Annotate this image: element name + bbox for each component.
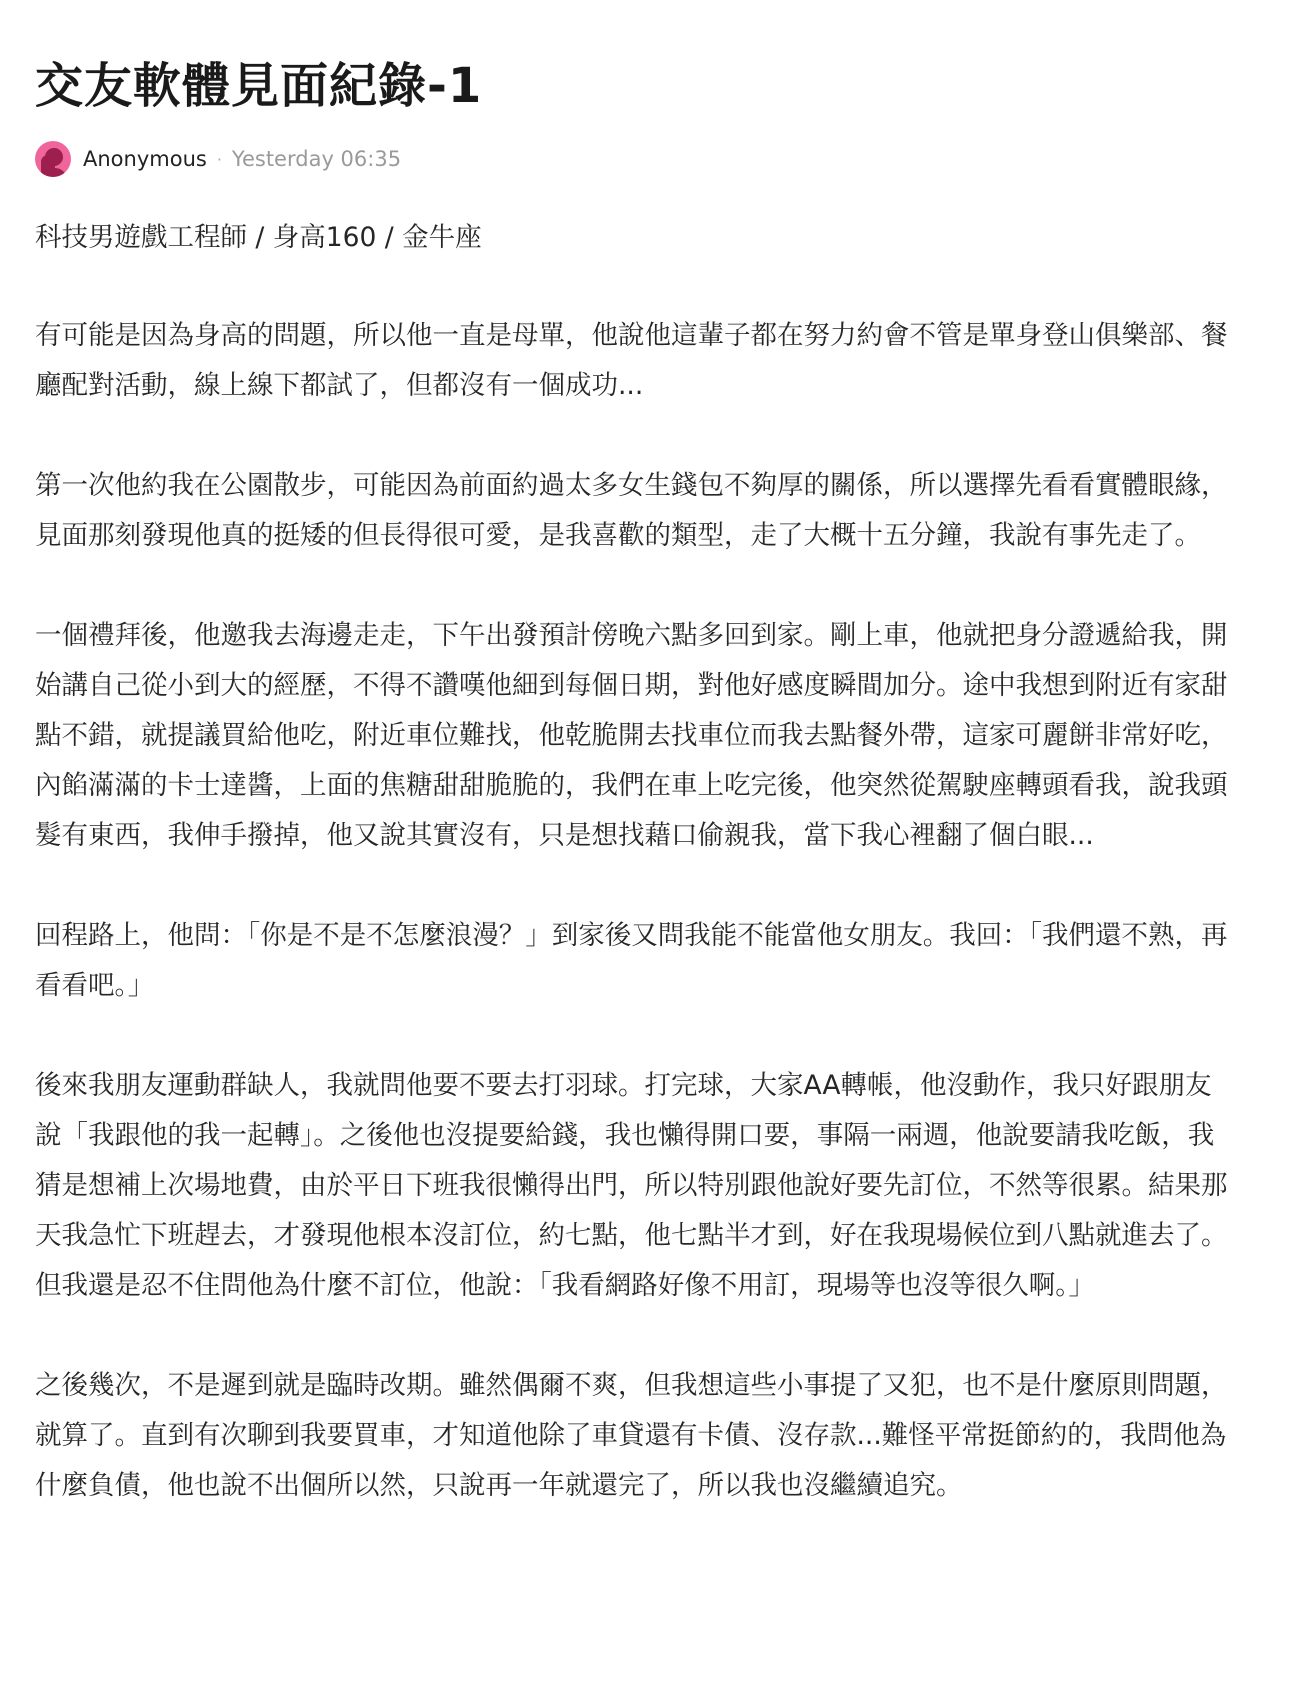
post-paragraph: 第一次他約我在公園散步，可能因為前面約過太多女生錢包不夠厚的關係，所以選擇先看看實體眼緣，見面那刻發現他真的挺矮的但長得很可愛，是我喜歡的類型，走了大概十五分鐘，我說有事先走了。 — [35, 470, 1228, 551]
post-paragraph-intro: 科技男遊戲工程師 / 身高160 / 金牛座 — [35, 222, 482, 253]
post-title: 交友軟體見面紀錄-1 — [35, 58, 483, 114]
post-paragraph: 有可能是因為身高的問題，所以他一直是母單，他說他這輩子都在努力約會不管是單身登山俱樂部、餐廳配對活動，線上線下都試了，但都沒有一個成功... — [35, 320, 1228, 401]
post-paragraph: 一個禮拜後，他邀我去海邊走走，下午出發預計傍晚六點多回到家。剛上車，他就把身分證遞給我，開始講自己從小到大的經歷，不得不讚嘆他細到每個日期，對他好感度瞬間加分。途中我想到附近有家甜點不錯，就提議買給他吃，附近車位難找，他乾脆開去找車位而我去點餐外帶，這家可麗餅非常好吃，內餡滿滿的卡士達醬，上面的焦糖甜甜脆脆的，我們在車上吃完後，他突然從駕駛座轉頭看我，說我頭髮有東西，我伸手撥掉，他又說其實沒有，只是想找藉口偷親我，當下我心裡翻了個白眼... — [35, 620, 1228, 851]
female-avatar-icon[interactable] — [35, 141, 71, 177]
post-content — [35, 213, 1235, 1511]
author-name[interactable]: Anonymous — [83, 147, 207, 171]
post-timestamp: Yesterday 06:35 — [231, 147, 402, 171]
meta-separator: · — [216, 149, 222, 169]
post-meta — [35, 139, 1230, 179]
post-paragraph: 後來我朋友運動群缺人，我就問他要不要去打羽球。打完球，大家AA轉帳，他沒動作，我只好跟朋友說「我跟他的我一起轉」。之後他也沒提要給錢，我也懶得開口要，事隔一兩週，他說要請我吃飯，我猜是想補上次場地費，由於平日下班我很懶得出門，所以特別跟他說好要先訂位，不然等很累。結果那天我急忙下班趕去，才發現他根本沒訂位，約七點，他七點半才到，好在我現場候位到八點就進去了。但我還是忍不住問他為什麼不訂位，他說：「我看網路好像不用訂，現場等也沒等很久啊。」 — [35, 1070, 1228, 1301]
post-paragraph: 回程路上，他問：「你是不是不怎麼浪漫？」到家後又問我能不能當他女朋友。我回：「我們還不熟，再看看吧。」 — [35, 920, 1228, 1001]
post-paragraph: 之後幾次，不是遲到就是臨時改期。雖然偶爾不爽，但我想這些小事提了又犯，也不是什麼原則問題，就算了。直到有次聊到我要買車，才知道他除了車貸還有卡債、沒存款...難怪平常挺節約的，我問他為什麼負債，他也說不出個所以然，只說再一年就還完了，所以我也沒繼續追究。 — [35, 1370, 1228, 1501]
